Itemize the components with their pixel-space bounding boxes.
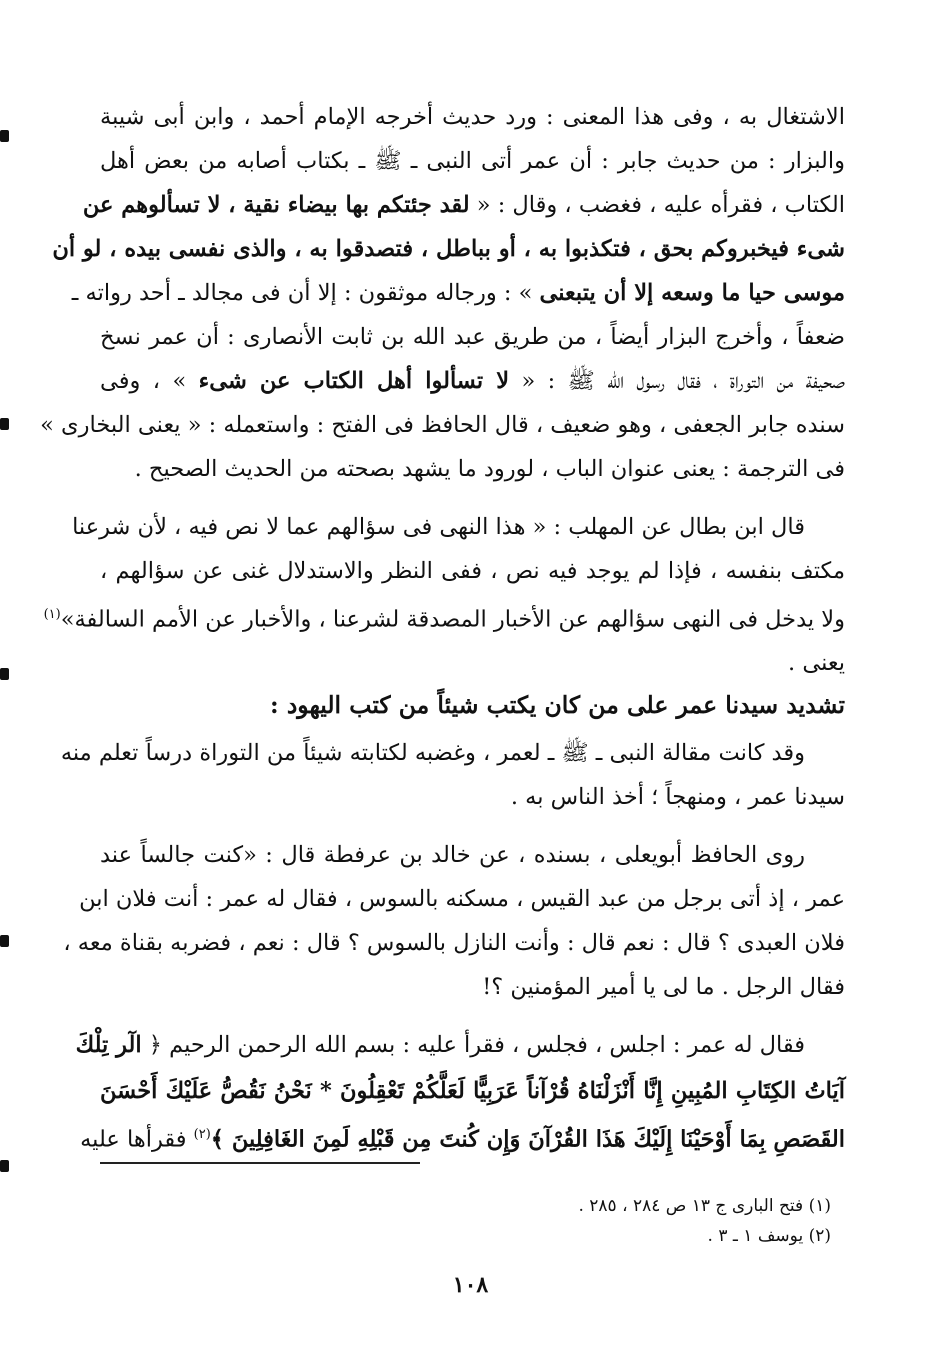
hadith-bold: لا تسألوا أهل الكتاب عن شىء [198, 368, 510, 394]
text-span: قال ابن بطال عن المهلب : « هذا النهى فى سؤالهم عما لا نص فيه ، لأن شرعنا [72, 514, 805, 540]
text-span: وقد كانت مقالة النبى ـ ﷺ ـ لعمر ، وغضبه لكتابته شيئاً من التوراة درساً تعلم منه [60, 740, 805, 766]
scan-mark [0, 935, 9, 947]
text-line [100, 965, 845, 1009]
text-span: الاشتغال به ، وفى هذا المعنى : ورد حديث أخرجه الإمام أحمد ، وابن أبى شيبة [100, 104, 845, 130]
footnote-text: (٢) يوسف ١ ـ ٣ . [707, 1226, 831, 1246]
text-line [72, 505, 845, 549]
text-line [100, 549, 845, 593]
text-span: سيدنا عمر ، ومنهجاً ؛ أخذ الناس به . [510, 784, 845, 810]
text-line [63, 921, 845, 965]
page-number: ١٠٨ [452, 1272, 489, 1298]
footnote-ref: (٢) [193, 1127, 211, 1142]
text-span: فى الترجمة : يعنى عنوان الباب ، لورود ما يشهد بصحته من الحديث الصحيح . [134, 456, 845, 482]
quran-text: آيَاتُ الكِتَابِ المُبِينِ إِنَّا أَنْزَلْنَاهُ قُرْآناً عَرَبِيًّا لَعَلَّكُمْ تَعْقِلُونَ * نَحْنُ نَقُصُّ عَلَيْكَ أَحْسَنَ [100, 1078, 845, 1104]
text-span: عمر ، إذ أتى برجل من عبد القيس ، مسكنه بالسوس ، فقال له عمر : أنت فلان ابن [79, 886, 845, 912]
text-span: فقال الرجل . ما لى يا أمير المؤمنين ؟! [482, 974, 845, 1000]
footnote-2 [131, 1222, 831, 1250]
text-line [100, 447, 845, 491]
hadith-bold: شىء فيخبروكم بحق ، فتكذبوا به ، أو بباطل ، فتصدقوا به ، والذى نفسى بيده ، لو أن [52, 236, 845, 262]
text-line [60, 731, 845, 775]
section-heading [100, 683, 845, 727]
scan-mark [0, 668, 9, 680]
text-span: روى الحافظ أبويعلى ، بسنده ، عن خالد بن عرفطة قال : «كنت جالساً عند [100, 842, 805, 868]
text-line [100, 95, 845, 139]
text-line [100, 1069, 845, 1113]
heading-text: تشديد سيدنا عمر على من كان يكتب شيئاً من كتب اليهود : [269, 691, 845, 719]
quran-text: الٓر تِلْكَ [75, 1032, 142, 1058]
hadith-bold: لقد جئتكم بها بيضاء نقية ، لا تسألوهم عن [82, 192, 470, 218]
text-span: فقرأها عليه [80, 1126, 194, 1153]
scan-mark [0, 130, 9, 142]
text-span: ضعفاً ، وأخرج البزار أيضاً ، من طريق عبد الله بن ثابت الأنصارى : أن عمر نسخ [100, 324, 845, 350]
text-line [43, 593, 845, 637]
text-span: فلان العبدى ؟ قال : نعم قال : وأنت النازل بالسوس ؟ قال : نعم ، فضربه بقناة معه ، [63, 930, 845, 956]
text-line [100, 139, 845, 183]
text-line [79, 877, 845, 921]
text-line [100, 775, 845, 819]
footnote-ref: (١) [43, 607, 61, 622]
text-span: ولا يدخل فى النهى سؤالهم عن الأخبار المصدقة لشرعنا ، والأخبار عن الأمم السالفة» [60, 606, 845, 633]
footnote-1 [131, 1192, 831, 1220]
text-span: » : ورجاله موثقون : إلا أن فى مجالد ـ أحد رواته ـ [71, 280, 540, 306]
text-line [40, 403, 845, 447]
text-span: » ، وفى [100, 368, 199, 394]
text-line [100, 359, 845, 403]
text-line [75, 1023, 845, 1067]
text-line [80, 1113, 845, 1157]
text-line [82, 183, 845, 227]
scan-mark [0, 418, 9, 430]
text-line [71, 271, 845, 315]
text-line [100, 641, 845, 685]
text-span: والبزار : من حديث جابر : أن عمر أتى النبى ـ ﷺ ـ بكتاب أصابه من بعض أهل [100, 148, 845, 174]
text-span: فقال له عمر : اجلس ، فجلس ، فقرأ عليه : بسم الله الرحمن الرحيم ﴿ [141, 1032, 805, 1058]
text-span: مكتف بنفسه ، فإذا لم يوجد فيه نص ، ففى النظر والاستدلال غنى عن سؤالهم ، [100, 558, 845, 584]
quran-text: القَصَصِ بِمَا أَوْحَيْنَا إِلَيْكَ هَذَا القُرْآنَ وَإِن كُنتَ مِن قَبْلِهِ لَمِنَ الغَافِلِينَ ﴾ [210, 1126, 845, 1153]
hadith-bold: موسى حيا ما وسعه إلا أن يتبعنى [539, 280, 845, 306]
text-span: الكتاب ، فقرأه عليه ، فغضب ، وقال : « [469, 192, 845, 218]
footnote-divider [100, 1162, 420, 1164]
text-span: يعنى . [788, 650, 845, 676]
text-line [100, 315, 845, 359]
text-line [100, 833, 845, 877]
text-line [52, 227, 845, 271]
scan-mark [0, 1160, 9, 1172]
text-span: صحيفة من التوراة ، فقال رسول الله ﷺ : « [509, 368, 845, 394]
text-span: سنده جابر الجعفى ، وهو ضعيف ، قال الحافظ فى الفتح : واستعمله : « يعنى البخارى » [40, 412, 845, 438]
footnote-text: (١) فتح البارى ج ١٣ ص ٢٨٤ ، ٢٨٥ . [578, 1196, 831, 1216]
